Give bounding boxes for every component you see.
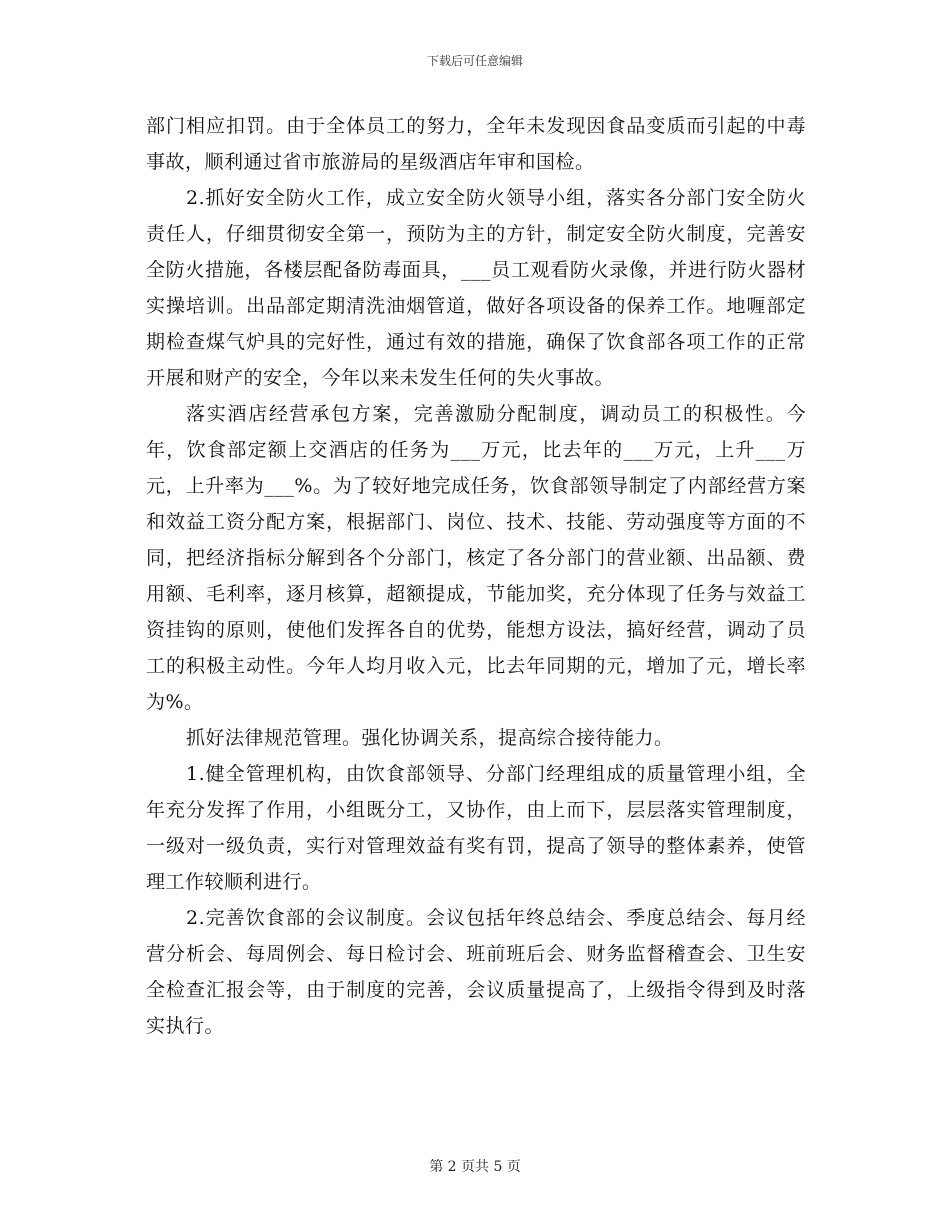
paragraph-4: 抓好法律规范管理。强化协调关系，提高综合接待能力。 <box>186 727 674 749</box>
paragraph-6: 2.完善饮食部的会议制度。会议包括年终总结会、季度总结会、每月经营分析会、每周例会、每日检讨会、班前班后会、财务监督稽查会、卫生安全检查汇报会等，由于制度的完善，会议质量提高了，上级指令得到及时落实执行。 <box>146 907 806 1037</box>
paragraph-2: 2.抓好安全防火工作，成立安全防火领导小组，落实各分部门安全防火责任人，仔细贯彻安全第一，预防为主的方针，制定安全防火制度，完善安全防火措施，各楼层配备防毒面具，___员工观看防火录像，并进行防火器材实操培训。出品部定期清洗油烟管道，做好各项设备的保养工作。地喱部定期检查煤气炉具的完好性，通过有效的措施，确保了饮食部各项工作的正常开展和财产的安全，今年以来未发生任何的失火事故。 <box>146 187 806 389</box>
paragraph-1: 部门相应扣罚。由于全体员工的努力，全年未发现因食品变质而引起的中毒事故，顺利通过省市旅游局的星级酒店年审和国检。 <box>146 115 806 173</box>
page-header: 下载后可任意编辑 <box>426 54 523 68</box>
document-body <box>146 108 806 1044</box>
paragraph-5: 1.健全管理机构，由饮食部领导、分部门经理组成的质量管理小组，全年充分发挥了作用，小组既分工，又协作，由上而下，层层落实管理制度，一级对一级负责，实行对管理效益有奖有罚，提高了领导的整体素养，使管理工作较顺利进行。 <box>146 763 806 893</box>
page-footer: 第 2 页共 5 页 <box>429 1159 521 1175</box>
paragraph-3: 落实酒店经营承包方案，完善激励分配制度，调动员工的积极性。今年，饮食部定额上交酒店的任务为___万元，比去年的___万元，上升___万元，上升率为___%。为了较好地完成任务，饮食部领导制定了内部经营方案和效益工资分配方案，根据部门、岗位、技术、技能、劳动强度等方面的不同，把经济指标分解到各个分部门，核定了各分部门的营业额、出品额、费用额、毛利率，逐月核算，超额提成，节能加奖，充分体现了任务与效益工资挂钩的原则，使他们发挥各自的优势，能想方设法，搞好经营，调动了员工的积极主动性。今年人均月收入元，比去年同期的元，增加了元，增长率为%。 <box>146 403 806 713</box>
